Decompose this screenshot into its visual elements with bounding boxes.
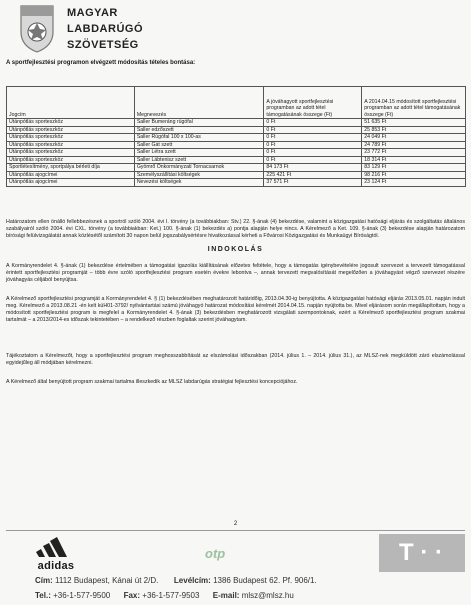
table-cell: Saller Lábtenisz szett [134, 156, 264, 164]
table-cell: Nevezési költségek [134, 179, 264, 187]
table-cell: Saller Létra szett [134, 149, 264, 157]
table-cell: Sportlétesítmény, sportpálya bérleti díja [7, 164, 135, 172]
table-cell: 24 049 Ft [362, 134, 466, 142]
table-row [7, 156, 466, 164]
footer-contact-row [35, 591, 294, 600]
table-row [7, 141, 466, 149]
paragraph-hatarozat: Határozatom ellen önálló fellebbezésnek a sportról szóló 2004. évi I. törvény (a továbbiakban: Stv.) 22. §-ának (4) bekezdése, valamint a közigazgatási hatósági eljárás és szolgáltatás általános szabályairól szóló 2004. évi CXL. törvény (a továbbiakban: Ket.) 100. §-ának (1) bekezdés a) pontja alapján helye nincs. A Kérelmező a Ket. 109. §-ának (3) bekezdése alapján határozatom bírósági felülvizsgálatát annak közlésétől számított 30 napon belül jogszabálysértésre hivatkozással kérheti a Fővárosi Közigazgatási és Munkaügyi Bíróságtól. [6, 219, 465, 240]
otp-logo: otp [205, 546, 226, 561]
table-cell: Utánpótlás sporteszköz [7, 156, 135, 164]
table-cell: 51 635 Ft [362, 119, 466, 127]
footer-divider [6, 530, 465, 531]
intro-text: A sportfejlesztési programon elvégzett módosítás tételes bontása: [6, 60, 196, 66]
table-cell: 0 Ft [264, 134, 362, 142]
table-cell: Utánpótlás sporteszköz [7, 141, 135, 149]
footer-address-row [35, 576, 317, 585]
postal-label: Levélcím: [173, 576, 211, 585]
table-cell: Saller Bumeráng rúgófal [134, 119, 264, 127]
paragraph-indokolas-4: A Kérelmező által benyújtott program szakmai tartalma illeszkedik az MLSZ labdarúgás stratégiai fejlesztési koncepciójához. [6, 379, 298, 385]
table-cell: 0 Ft [264, 141, 362, 149]
table-header-row [7, 87, 466, 119]
table-cell: 25 853 Ft [362, 126, 466, 134]
table-cell: 225 421 Ft [264, 171, 362, 179]
table-cell: Utánpótlás sporteszköz [7, 119, 135, 127]
org-name-line2: LABDARÚGÓ [67, 23, 143, 35]
table-cell: 24 789 Ft [362, 141, 466, 149]
table-cell: 84 173 Ft [264, 164, 362, 172]
email-label: E-mail: [212, 591, 240, 600]
adidas-wordmark: adidas [37, 560, 75, 572]
paragraph-indokolas-3: Tájékoztatom a Kérelmezőt, hogy a sportfejlesztési program meghosszabbítását az elszámolási időszakban (2014. július 1. – 2014. július 31.), az MLSZ-nek megküldött záró elszámolással egyidejűleg áll módjában kérelmezni. [6, 353, 465, 367]
address-label: Cím: [35, 576, 53, 585]
table-cell: 0 Ft [264, 156, 362, 164]
telekom-wordmark: T · · [399, 539, 443, 566]
table-cell: 83 129 Ft [362, 164, 466, 172]
page-number: 2 [233, 521, 238, 527]
table-cell: Gyömrő Önkormányzati Tornacsarnok [134, 164, 264, 172]
fax-label: Fax: [123, 591, 141, 600]
table-cell: Személyszállítási költségek [134, 171, 264, 179]
table-cell: 23 772 Ft [362, 149, 466, 157]
phone-label: Tel.: [35, 591, 51, 600]
paragraph-indokolas-2: A Kérelmező sportfejlesztési programját a Kormányrendelet 4. § (1) bekezdésében meghatározott határidőig, 2013.04.30-ig benyújtotta. A közigazgatási hatósági eljárás 2013.05.01. napján indult meg. Kérelmező a 2013.08.21 -én kelt küH01-3792/ nyilvántartási számú jóváhagyó határozat módosítási kérelmét 2014.04.15. napján nyújtotta be. Mivel eljárásom során megállapítottam, hogy a módosított sportfejlesztési program is megfelel a Kormányrendelet 4. §-ának (3) bekezdésben meghatározott vizsgálati szempontoknak, ezért a Kérelmező sportfejlesztési program szakmai tartalmát – a 2013/2014-es időszak tekintetében – a rendelkező részben foglaltak szerint jóváhagytam. [6, 296, 465, 324]
table-row [7, 149, 466, 157]
org-name-line3: SZÖVETSÉG [67, 39, 139, 51]
table-cell: 0 Ft [264, 119, 362, 127]
postal-value: 1386 Budapest 62. Pf. 906/1. [213, 576, 317, 585]
table-cell: 0 Ft [264, 126, 362, 134]
table-cell: Utánpótlás sporteszköz [7, 126, 135, 134]
org-name-line1: MAGYAR [67, 7, 118, 19]
table-cell: Utánpótlás sporteszköz [7, 134, 135, 142]
table-row [7, 134, 466, 142]
paragraph-indokolas-1: A Kormányrendelet 4. §-ának (1) bekezdése értelmében a támogatási igazolás kiállításának előzetes feltétele, hogy a támogatás igénybevételére jogosult szervezet a tervezett támogatással érintett sportfejlesztési programját – több évre szóló sportfejlesztési program esetén évekre lebontva –, annak tervezett megvalósítását megelőzően a jóváhagyást végző szervezet részére jóváhagyás céljából benyújtsa. [6, 263, 465, 284]
table-cell: Utánpótlás ajogcímei [7, 179, 135, 187]
column-header-modified-amount: A 2014.04.15 módosított sportfejlesztési programban az adott tétel támogatásának összege (Ft) [362, 87, 466, 119]
phone-value: +36-1-577-9500 [53, 591, 111, 600]
table-row [7, 171, 466, 179]
column-header-jogcim: Jogcím [7, 87, 135, 119]
fax-value: +36-1-577-9503 [142, 591, 200, 600]
table-cell: Saller edzőszett [134, 126, 264, 134]
table-cell: 0 Ft [264, 149, 362, 157]
table-cell: 18 314 Ft [362, 156, 466, 164]
modification-table [6, 86, 466, 187]
table-row [7, 126, 466, 134]
telekom-logo-icon [379, 534, 465, 572]
table-cell: Utánpótlás ajogcímei [7, 171, 135, 179]
table-row [7, 119, 466, 127]
table-row [7, 164, 466, 172]
table-cell: Saller Rúgófal 100 x 100-as [134, 134, 264, 142]
column-header-megnevezes: Megnevezés [134, 87, 264, 119]
organization-name [67, 5, 143, 53]
section-heading-indokolas: INDOKOLÁS [207, 246, 264, 253]
table-cell: 23 124 Ft [362, 179, 466, 187]
column-header-approved-amount: A jóváhagyott sportfejlesztési programban az adott tétel támogatásának összege (Ft) [264, 87, 362, 119]
address-value: 1112 Budapest, Kánai út 2/D. [55, 576, 159, 585]
table-cell: Saller Gát szett [134, 141, 264, 149]
email-value[interactable]: mlsz@mlsz.hu [241, 591, 294, 600]
mlsz-crest-logo [17, 2, 57, 54]
table-cell: Utánpótlás sporteszköz [7, 149, 135, 157]
table-row [7, 179, 466, 187]
table-cell: 98 216 Ft [362, 171, 466, 179]
table-cell: 37 571 Ft [264, 179, 362, 187]
